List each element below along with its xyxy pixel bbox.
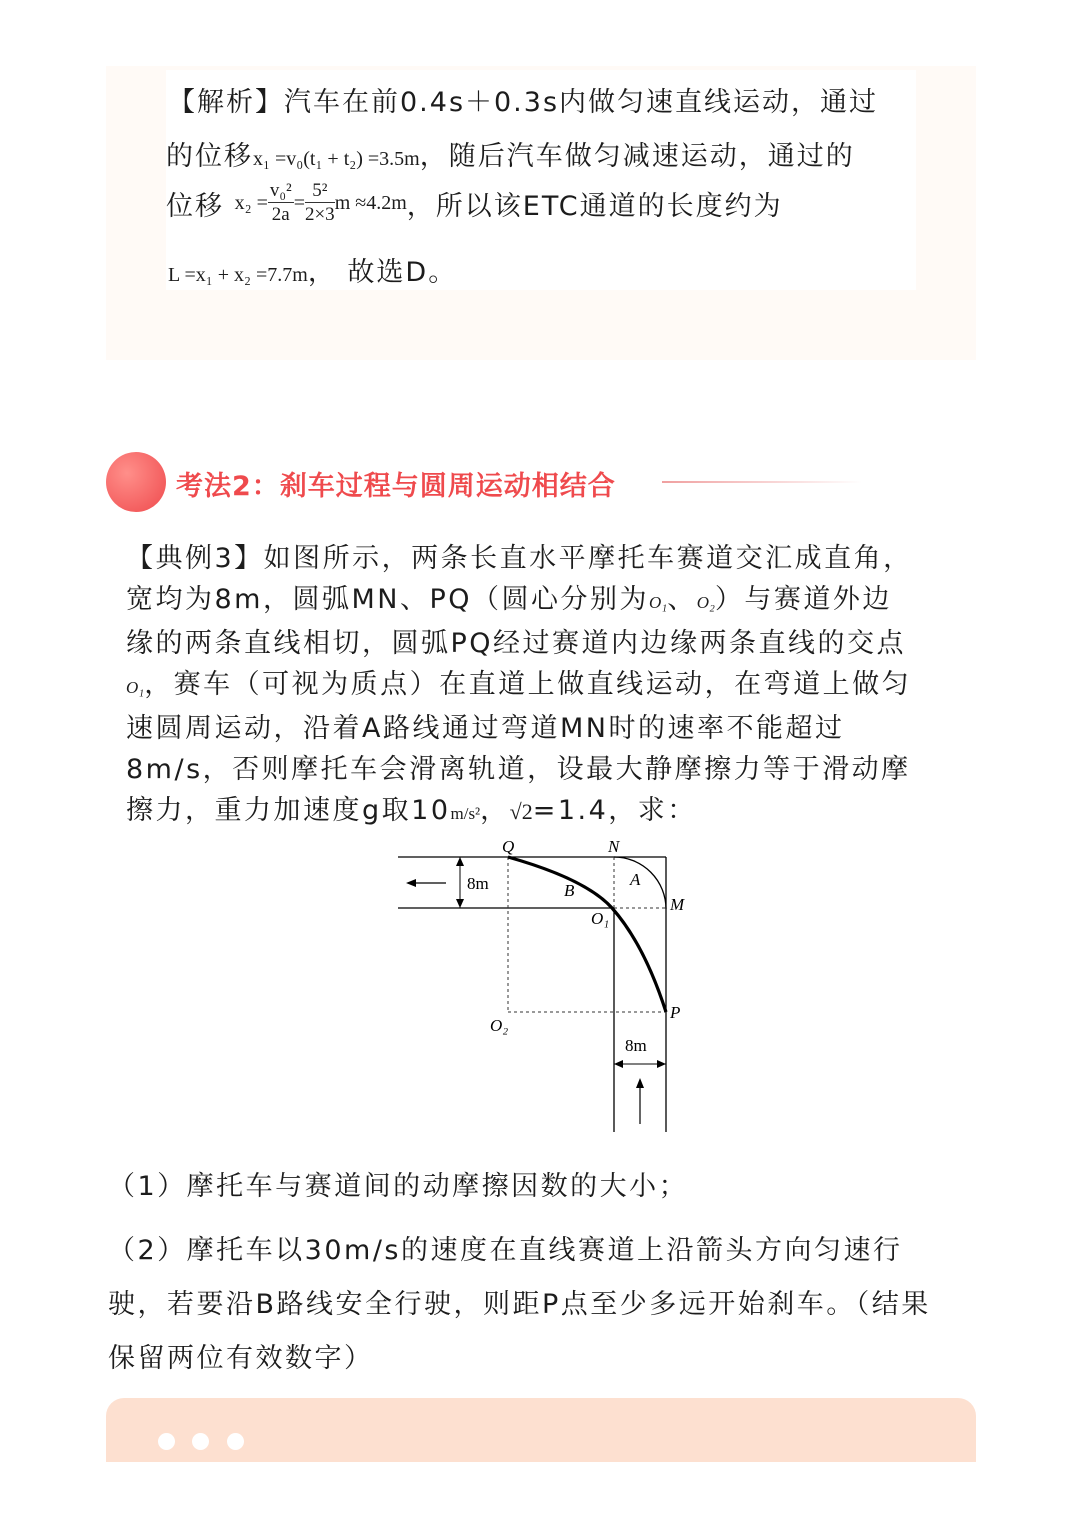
fraction-numerator: 5²: [305, 180, 335, 203]
analysis-text: 的位移: [166, 141, 253, 172]
example-text: ，赛车（可视为质点）在直道上做直线运动，在弯道上做匀: [144, 669, 912, 700]
analysis-text: 位移: [166, 191, 224, 222]
sqrt2-label: √2: [509, 799, 533, 824]
example-text: 擦力，重力加速度g取10: [126, 795, 451, 826]
example-line-3: 缘的两条直线相切，圆弧PQ经过赛道内边缘两条直线的交点: [126, 628, 907, 659]
label-a: A: [630, 870, 641, 889]
question-2-line-3: 保留两位有效数字）: [108, 1343, 374, 1374]
section-header: [106, 452, 866, 512]
analysis-text: ， 故选D。: [307, 257, 458, 288]
point-o1-label: O₁: [126, 678, 145, 697]
example-text: ）与赛道外边: [714, 584, 892, 615]
label-width-left: 8m: [467, 874, 489, 893]
fraction-denominator: 2×3: [304, 204, 335, 225]
label-o2: O₂: [490, 1016, 509, 1035]
label-q: Q: [502, 837, 515, 856]
analysis-line-4: [168, 250, 457, 289]
dot-icon: [158, 1433, 175, 1450]
label-width-bottom: 8m: [625, 1036, 647, 1055]
example-line-2: [126, 579, 956, 623]
analysis-line-3: 位移 x₂ = $\frac{\text{v₀²}}{2a}$ = $\frac{\text{5²}}{2\times 3}$ m ≈4.2m，所以该ETC通道的长度约为: [166, 180, 783, 225]
dot-icon: [227, 1433, 244, 1450]
analysis-text: ，所以该ETC通道的长度约为: [406, 191, 783, 222]
total-length-formula: L =x₁ + x₂ =7.7m: [168, 264, 308, 286]
example-text: 宽均为8m，圆弧MN、PQ（圆心分别为: [126, 584, 650, 615]
fraction-numeric: [305, 180, 335, 227]
header-divider: [662, 481, 862, 483]
next-card: [106, 1398, 976, 1462]
example-line-4: [126, 664, 956, 708]
example-text: ，: [480, 795, 510, 826]
fraction-numerator: v₀²: [269, 180, 292, 201]
label-n: N: [608, 837, 620, 856]
dot-icon: [192, 1433, 209, 1450]
unit-label: m/s²: [450, 804, 481, 823]
section-title: 考法2：刹车过程与圆周运动相结合: [176, 471, 616, 502]
analysis-text: ，随后汽车做匀减速运动，通过的: [419, 141, 855, 172]
center-o1-label: O₁: [649, 593, 668, 612]
question-2-line-1: （2）摩托车以30m/s的速度在直线赛道上沿箭头方向匀速行: [108, 1235, 903, 1266]
displacement-formula-2-lhs: x₂ =: [234, 192, 268, 214]
header-circle-icon: [106, 452, 166, 512]
example-text: =1.4，求：: [532, 795, 697, 826]
analysis-line-1: 【解析】汽车在前0.4s＋0.3s内做匀速直线运动，通过: [168, 87, 879, 118]
label-m: M: [670, 895, 685, 914]
example-line-1: 【典例3】如图所示，两条长直水平摩托车赛道交汇成直角，: [126, 543, 913, 574]
example-line-5: 速圆周运动，沿着A路线通过弯道MN时的速率不能超过: [126, 713, 845, 744]
displacement-formula-1: x₁ =v₀(t₁ + t₂) =3.5m: [253, 148, 420, 170]
question-2-line-2: 驶，若要沿B路线安全行驶，则距P点至少多远开始刹车。（结果: [108, 1289, 931, 1320]
track-diagram: [396, 834, 696, 1134]
fraction-denominator: 2a: [271, 204, 290, 225]
displacement-formula-2-rhs: m ≈4.2m: [334, 192, 407, 214]
center-o2-label: O₂: [696, 593, 715, 612]
example-line-6: 8m/s，否则摩托车会滑离轨道，设最大静摩擦力等于滑动摩: [126, 754, 911, 785]
label-o1: O₁: [591, 909, 610, 928]
example-paragraph: [126, 538, 956, 834]
question-1: （1）摩托车与赛道间的动摩擦因数的大小；: [108, 1171, 689, 1202]
analysis-line-2: [166, 134, 855, 173]
example-line-7: [126, 790, 956, 834]
label-b: B: [564, 881, 575, 900]
fraction-v0-squared: [268, 180, 294, 227]
example-text: 、: [667, 584, 697, 615]
label-p: P: [670, 1003, 681, 1022]
